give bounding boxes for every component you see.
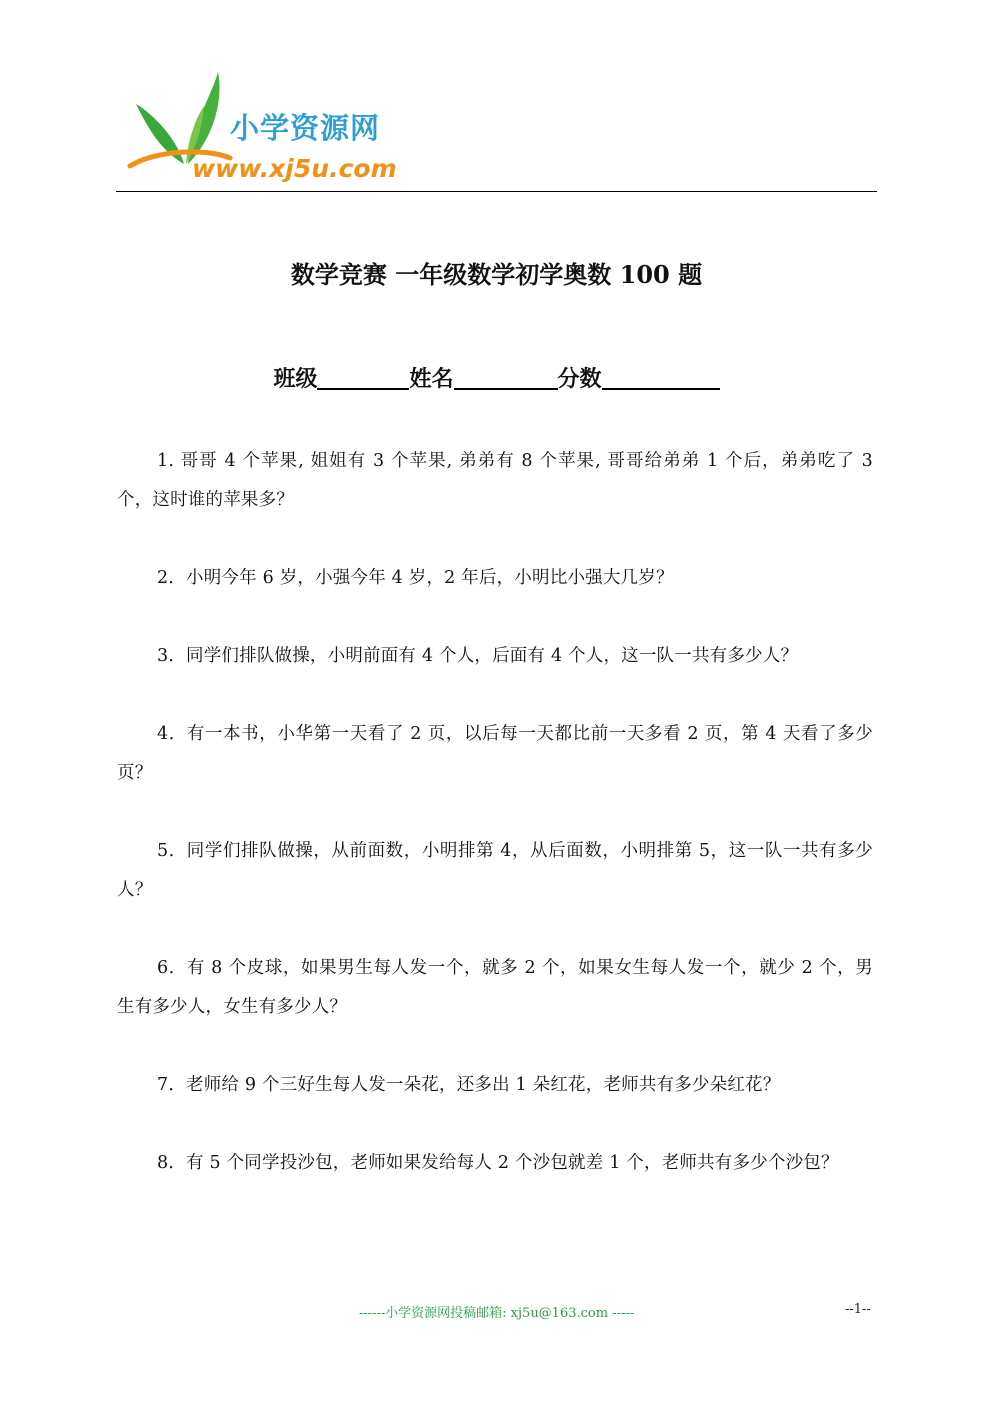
question-item: 5．同学们排队做操，从前面数，小明排第 4，从后面数，小明排第 5，这一队一共有多少人？ (117, 841, 873, 900)
name-label: 姓名 (409, 366, 454, 392)
info-fields (0, 362, 993, 393)
site-logo (126, 66, 416, 192)
score-blank (602, 364, 720, 390)
footer-contact: ------小学资源网投稿邮箱: xj5u@163.com ----- (358, 1306, 635, 1321)
page-title: 数学竞赛 一年级数学初学奥数 100 题 (290, 260, 703, 289)
question-item: 7．老师给 9 个三好生每人发一朵花，还多出 1 朵红花，老师共有多少朵红花？ (157, 1075, 781, 1095)
logo-title: 小学资源网 (230, 111, 381, 145)
question-item: 4．有一本书，小华第一天看了 2 页，以后每一天都比前一天多看 2 页，第 4 天看了多少页？ (117, 724, 873, 783)
question-item: 3．同学们排队做操，小明前面有 4 个人，后面有 4 个人，这一队一共有多少人？ (157, 646, 799, 666)
question-item: 8．有 5 个同学投沙包，老师如果发给每人 2 个沙包就差 1 个，老师共有多少个沙包？ (157, 1153, 839, 1173)
question-item: 6．有 8 个皮球，如果男生每人发一个，就多 2 个，如果女生每人发一个，就少 2 个，男生有多少人，女生有多少人？ (117, 958, 873, 1017)
question-item: 1. 哥哥 4 个苹果, 姐姐有 3 个苹果, 弟弟有 8 个苹果, 哥哥给弟弟 1 个后，弟弟吃了 3 个，这时谁的苹果多？ (117, 451, 873, 510)
score-label: 分数 (557, 366, 602, 392)
page-number: --1-- (845, 1302, 871, 1317)
question-list (117, 442, 873, 1222)
name-blank (454, 364, 558, 390)
header-divider (116, 191, 877, 192)
question-item: 2．小明今年 6 岁，小强今年 4 岁，2 年后，小明比小强大几岁？ (157, 568, 674, 588)
class-blank (317, 364, 409, 390)
logo-url: www.xj5u.com (192, 154, 397, 183)
class-label: 班级 (273, 366, 318, 392)
